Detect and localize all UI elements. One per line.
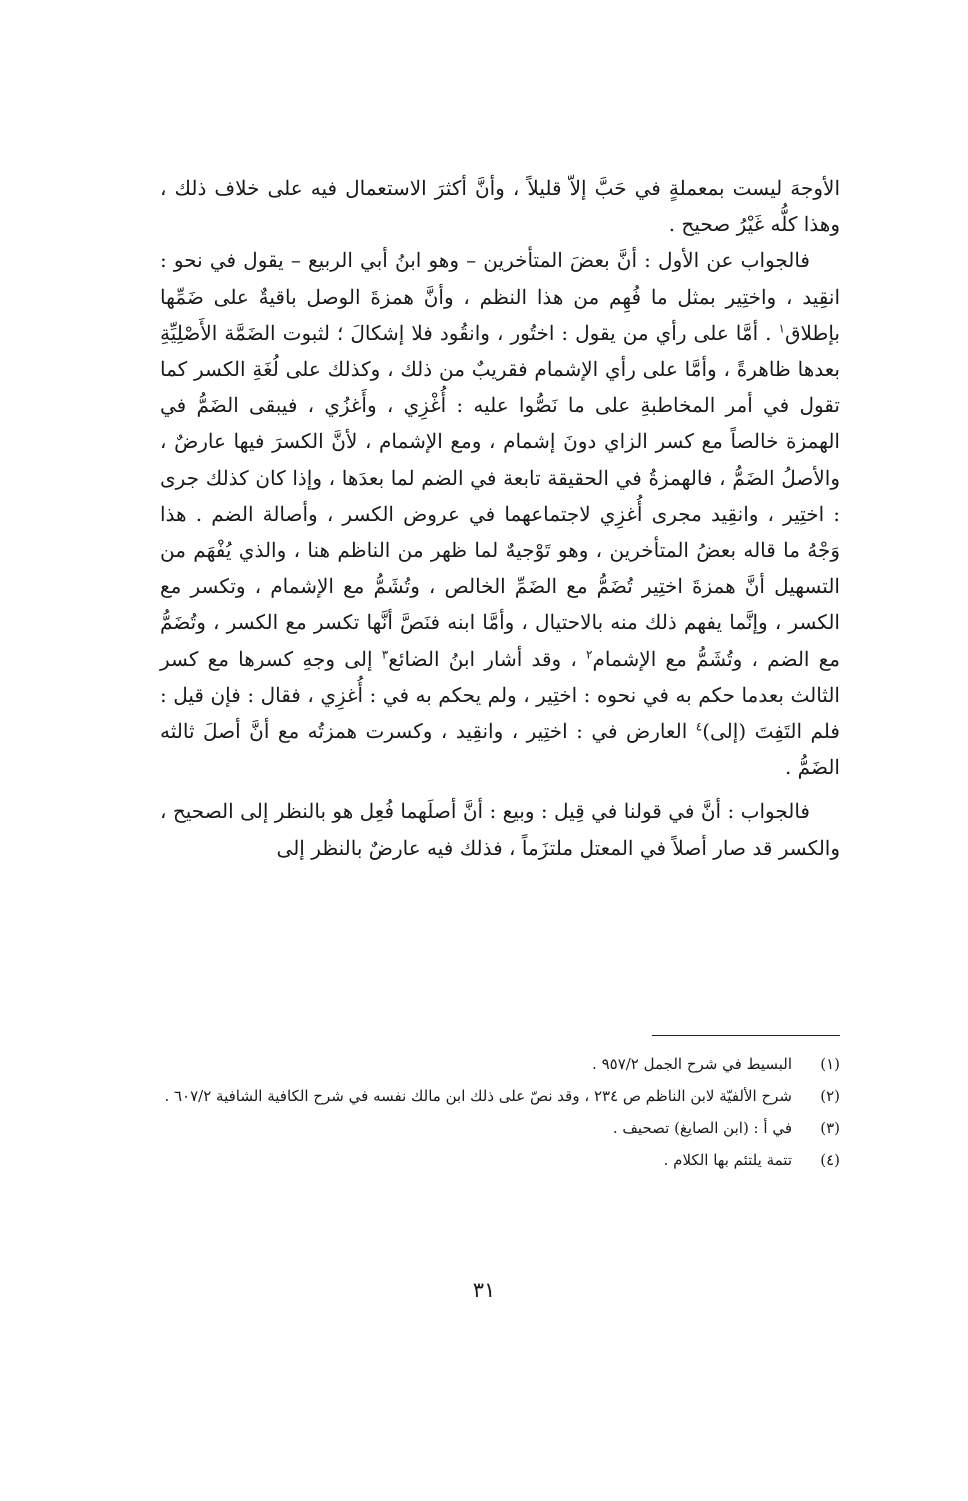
paragraph-2-text-cont4: العارض في : اختِير ، وانقِيد ، وكسرت همزتُه مع أنَّ أصلَ ثالثه الضَمُّ . <box>160 719 840 780</box>
footnotes <box>160 1048 840 1176</box>
footnote-ref-2: ٢ <box>586 646 593 661</box>
paragraph-2-text: فالجواب عن الأول : أنَّ بعضَ المتأخرين – وهو ابنُ أبي الربيع – يقول في نحو : انقِيد ، واختِير بمثل ما فُهِم من هذا النظم ، وأنَّ همزةَ الوصل باقيةٌ على ضَمِّها بإطلاق <box>160 248 840 345</box>
footnote-text: تتمة يلتئم بها الكلام . <box>663 1151 792 1169</box>
paragraph-2 <box>160 242 840 785</box>
footnote-text: شرح الألفيّة لابن الناظم ص ٢٣٤ ، وقد نصّ على ذلك ابن مالك نفسه في شرح الكافية الشافية ٦٠٧/٢ . <box>164 1087 792 1105</box>
footnote-divider <box>652 1035 840 1036</box>
paragraph-1 <box>160 170 840 242</box>
footnote-number: (١) <box>820 1055 840 1073</box>
footnote-ref-3: ٣ <box>381 646 389 661</box>
footnote-item <box>160 1144 840 1176</box>
footnote-item <box>160 1112 840 1144</box>
footnote-item <box>160 1048 840 1080</box>
footnote-text: البسيط في شرح الجمل ٩٥٧/٢ . <box>592 1055 792 1073</box>
footnote-number: (٣) <box>820 1119 840 1137</box>
footnote-text: في أ : (ابن الصايغ) تصحيف . <box>612 1119 792 1137</box>
footnote-ref-1: ١ <box>778 321 785 336</box>
footnote-number: (٢) <box>820 1087 840 1105</box>
footnote-item <box>160 1080 840 1112</box>
page-number: ٣١ <box>472 1278 496 1302</box>
paragraph-2-text-cont: . أمَّا على رأي من يقول : اختُور ، وانقُود فلا إشكالَ ؛ لثبوت الضَمَّة الأَصْلِيِّةِ بعدها ظاهرةً ، وأمَّا على رأي الإشمام فقريبٌ من ذلك ، وكذلك على لُغَةِ الكسر كما تقول في أمر المخاطبةِ على ما نَصُّوا عليه : أُغْزِي ، وأَغزُي ، فيبقى الضَمُّ في الهمزة خالصاً مع كسر الزاي دونَ إشمام ، ومع الإشمام ، لأنَّ الكسرَ فيها عارضٌ ، والأصلُ الضَمُّ ، فالهمزةُ في الحقيقة تابعة في الضم لما بعدَها ، وإذا كان كذلك جرى : اختِير ، وانقِيد مجرى أُغزِي لاجتماعهما في عروض الكسر ، وأصالة الضم . هذا وَجْهُ ما قاله بعضُ المتأخرين ، وهو تَوْجيهٌ لما ظهر من الناظم هنا ، والذي يُفْهَم من التسهيل أنَّ همزةَ اختِير تُضَمُّ مع الضَمِّ الخالص ، وتُشَمُّ مع الإشمام ، وتكسر مع الكسر ، وإنَّما يفهم ذلك منه بالاحتيال ، وأمَّا ابنه فنَصَّ أنَّها تكسر مع الكسر ، وتُضَمُّ مع الضم ، وتُشَمُّ مع الإشمام <box>160 320 841 671</box>
footnote-number: (٤) <box>820 1151 840 1169</box>
main-text <box>160 170 840 866</box>
paragraph-2-text-cont3: إلى وجهِ كسرها مع كسر الثالث بعدما حكم به في نحوه : اختِير ، ولم يحكم به في : أُغزِي ، فقال : فإن قيل : فلم التَفِتَ (إلى) <box>160 646 840 744</box>
paragraph-3-text: فالجواب : أنَّ في قولنا في قِيل : وبيع : أنَّ أصلَهما فُعِل هو بالنظر إلى الصحيح ، والكسر قد صار أصلاً في المعتل ملتزَماً ، فذلك فيه عارضٌ بالنظر إلى <box>160 799 840 860</box>
footnote-ref-4: ٤ <box>695 719 703 734</box>
paragraph-3 <box>160 793 840 865</box>
paragraph-2-text-cont2: ، وقد أشار ابنُ الضائع <box>388 646 587 671</box>
paragraph-1-text: الأوجهَ ليست بمعملةٍ في حَبَّ إلاّ قليلاً ، وأنَّ أكثرَ الاستعمال فيه على خلاف ذلك ، وهذا كلُّه غَيْرُ صحيح . <box>160 176 840 237</box>
